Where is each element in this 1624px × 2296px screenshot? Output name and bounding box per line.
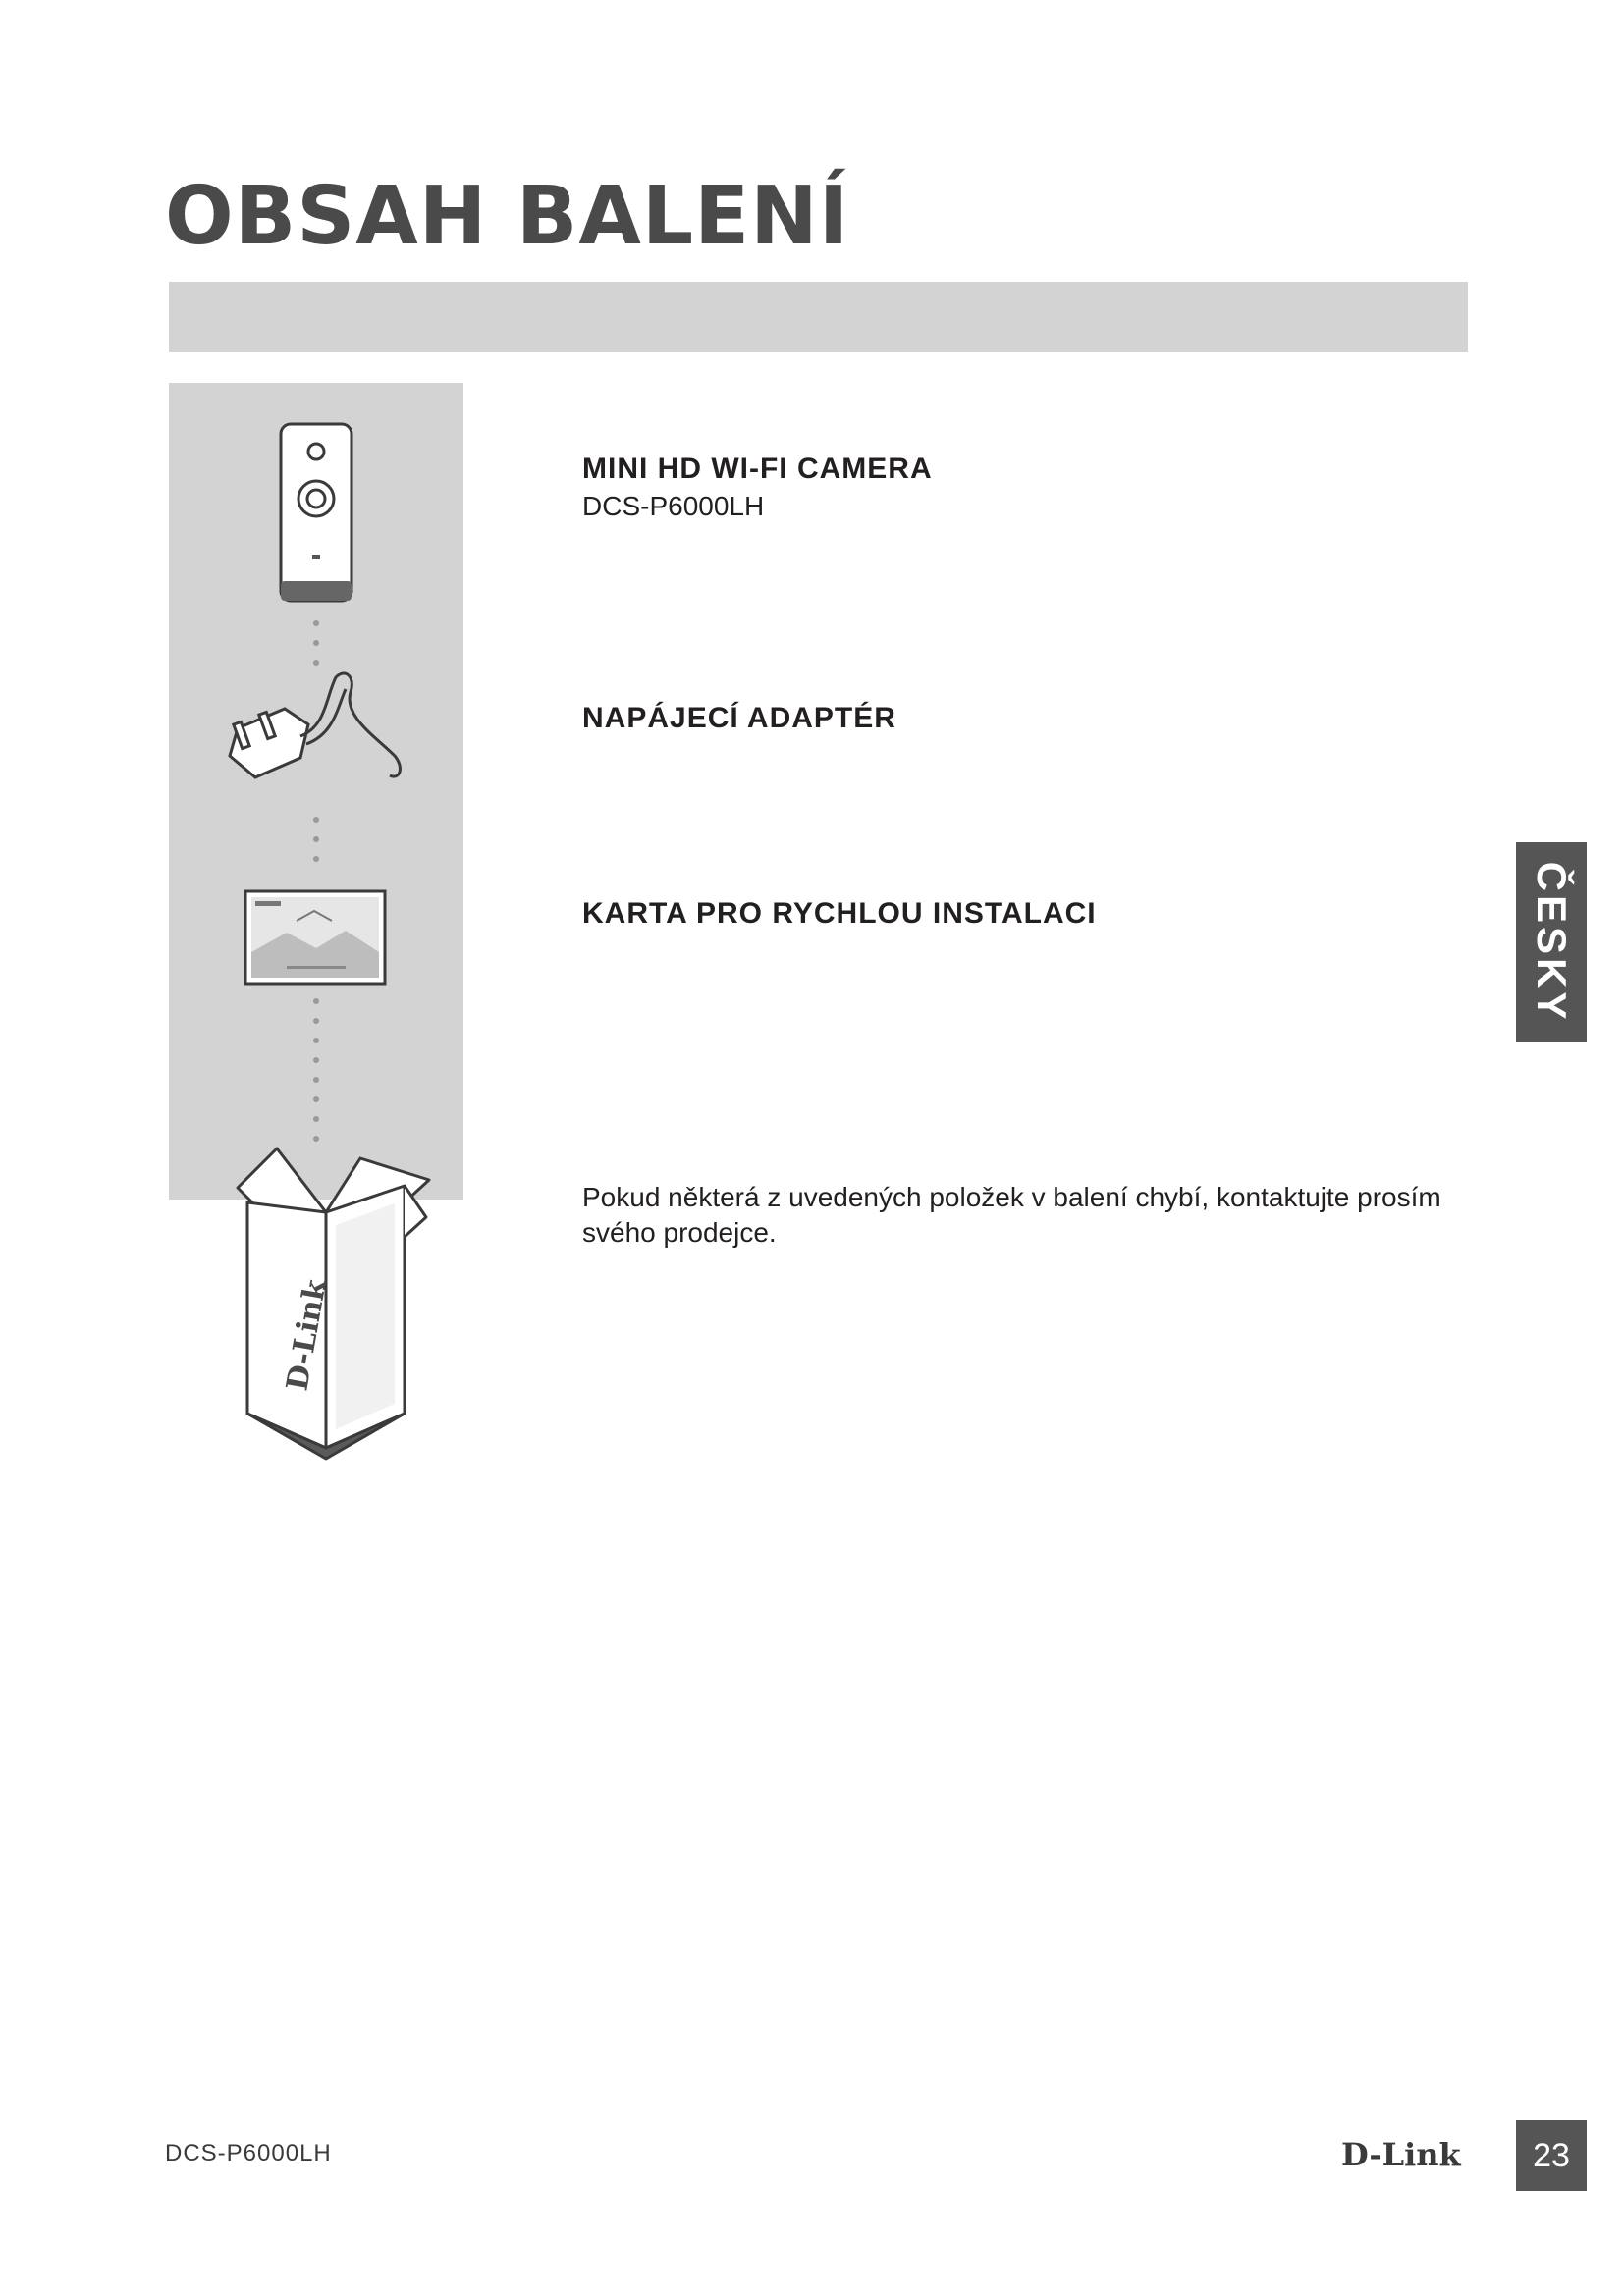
- language-tab: [1516, 842, 1587, 1042]
- item-title-camera: MINI HD WI-FI CAMERA: [582, 453, 933, 485]
- header-bar: [169, 282, 1468, 352]
- page-number: 23: [1516, 2120, 1587, 2191]
- box-brand-logo: D-Link: [280, 1276, 334, 1394]
- page-title: OBSAH BALENÍ: [165, 170, 850, 263]
- camera-icon: [281, 424, 352, 601]
- language-tab-label: ČESKY: [1529, 861, 1575, 1024]
- power-adapter-icon: [230, 673, 400, 777]
- footer-brand-logo: D-Link: [1341, 2136, 1461, 2173]
- footer-model: DCS-P6000LH: [165, 2140, 332, 2166]
- item-title-power-adapter: NAPÁJECÍ ADAPTÉR: [582, 702, 896, 734]
- installation-card-icon: [245, 891, 385, 984]
- item-model-camera: DCS-P6000LH: [582, 491, 765, 521]
- item-title-installation-card: KARTA PRO RYCHLOU INSTALACI: [582, 897, 1097, 930]
- product-box-icon: [238, 1148, 429, 1459]
- missing-items-notice: Pokud některá z uvedených položek v balení chybí, kontaktujte prosím svého prodejce.: [582, 1182, 1441, 1248]
- package-contents-illustration: [169, 383, 483, 1463]
